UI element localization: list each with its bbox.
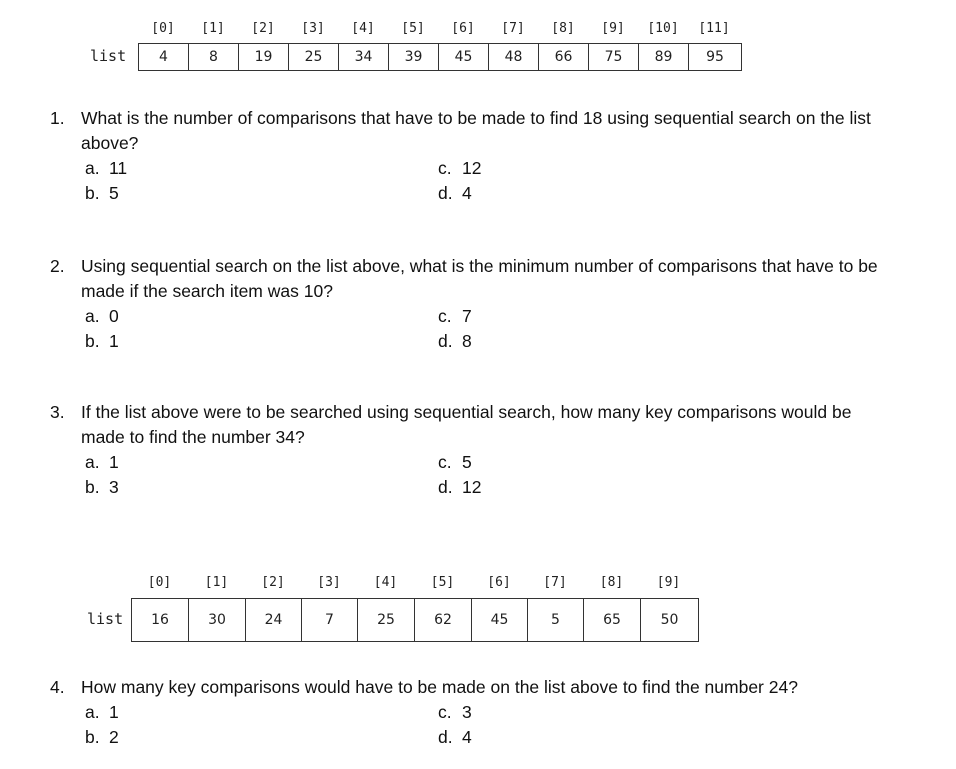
option-b[interactable] xyxy=(85,329,119,354)
array-index: [1] xyxy=(204,575,229,590)
option-letter: d. xyxy=(438,331,453,351)
option-value: 0 xyxy=(109,306,119,326)
array-cell: 66 xyxy=(539,44,589,70)
option-d[interactable] xyxy=(438,329,472,354)
option-letter: a. xyxy=(85,702,100,722)
array-index: [6] xyxy=(487,575,511,590)
array-index: [3] xyxy=(301,21,325,36)
array-cell: 75 xyxy=(589,44,639,70)
array-index: [9] xyxy=(601,21,625,36)
option-value: 4 xyxy=(462,183,472,203)
array-index: [3] xyxy=(317,575,341,590)
array-index: [0] xyxy=(151,21,175,36)
option-letter: c. xyxy=(438,452,452,472)
option-letter: b. xyxy=(85,331,100,351)
option-value: 12 xyxy=(462,477,482,497)
array-index: [4] xyxy=(351,21,375,36)
array-index: [8] xyxy=(599,575,624,590)
option-value: 11 xyxy=(109,158,128,178)
option-letter: c. xyxy=(438,306,452,326)
array-index: [8] xyxy=(551,21,575,36)
question-text: What is the number of comparisons that have to be made to find 18 using sequential search on the list above? xyxy=(81,108,871,153)
array-cell: 95 xyxy=(706,49,724,65)
option-letter: d. xyxy=(438,477,453,497)
array-index: [9] xyxy=(656,575,681,590)
option-value: 3 xyxy=(462,702,472,722)
array-cell: 39 xyxy=(389,44,439,70)
option-c[interactable] xyxy=(438,304,472,329)
option-value: 7 xyxy=(462,306,472,326)
option-a[interactable] xyxy=(85,304,119,329)
option-value: 5 xyxy=(462,452,472,472)
question-number: 2. xyxy=(50,256,65,276)
answer-options xyxy=(85,156,880,206)
option-letter: d. xyxy=(438,727,453,747)
question-2 xyxy=(50,254,880,354)
option-b[interactable] xyxy=(85,181,119,206)
answer-options xyxy=(85,304,880,354)
array-cell: 16 xyxy=(132,599,189,641)
option-d[interactable] xyxy=(438,475,481,500)
option-value: 1 xyxy=(109,452,119,472)
array-cell: 8 xyxy=(189,44,239,70)
option-value: 1 xyxy=(109,702,119,722)
option-letter: a. xyxy=(85,306,100,326)
array-cell: 65 xyxy=(584,599,641,641)
option-a[interactable] xyxy=(85,156,127,181)
option-b[interactable] xyxy=(85,725,119,750)
option-c[interactable] xyxy=(438,700,472,725)
option-c[interactable] xyxy=(438,450,472,475)
question-text: How many key comparisons would have to be made on the list above to find the number 24? xyxy=(81,677,798,697)
array-cells xyxy=(131,598,699,642)
array-cell: 62 xyxy=(415,599,472,641)
array-cell: 30 xyxy=(189,599,246,641)
array-index: [7] xyxy=(501,21,525,36)
question-3 xyxy=(50,400,880,500)
array-cell: 48 xyxy=(489,44,539,70)
option-letter: c. xyxy=(438,702,452,722)
array-index: [2] xyxy=(251,21,275,36)
option-letter: c. xyxy=(438,158,452,178)
array-index: [5] xyxy=(430,575,455,590)
question-number: 3. xyxy=(50,402,65,422)
answer-options xyxy=(85,450,880,500)
array-cell: 7 xyxy=(302,599,358,641)
answer-options xyxy=(85,700,880,750)
array-cell: 45 xyxy=(439,44,489,70)
array-cell: 19 xyxy=(239,44,289,70)
option-a[interactable] xyxy=(85,700,119,725)
question-number: 1. xyxy=(50,108,65,128)
question-4 xyxy=(50,675,880,750)
question-text: Using sequential search on the list above, what is the minimum number of comparisons that have to be made if the search item was 10? xyxy=(81,256,878,301)
option-value: 4 xyxy=(462,727,472,747)
array-cell: 4 xyxy=(139,44,189,70)
option-value: 12 xyxy=(462,158,482,178)
array-cell: 25 xyxy=(358,599,415,641)
array-index: [1] xyxy=(201,21,225,36)
option-c[interactable] xyxy=(438,156,481,181)
array-index: [10] xyxy=(647,21,679,36)
array-index: [0] xyxy=(147,575,172,590)
option-value: 8 xyxy=(462,331,472,351)
option-a[interactable] xyxy=(85,450,119,475)
option-b[interactable] xyxy=(85,475,119,500)
array-cell: 34 xyxy=(339,44,389,70)
array-index: [4] xyxy=(373,575,398,590)
array-cell: 89 xyxy=(639,44,689,70)
array-cell: 5 xyxy=(528,599,584,641)
array-index: [11] xyxy=(698,21,730,36)
array-cell: 24 xyxy=(246,599,302,641)
array-index: [6] xyxy=(451,21,475,36)
option-letter: b. xyxy=(85,477,100,497)
option-d[interactable] xyxy=(438,725,472,750)
option-letter: b. xyxy=(85,727,100,747)
array-label: list xyxy=(87,610,124,628)
question-1 xyxy=(50,106,880,206)
array-index: [2] xyxy=(261,575,285,590)
array-cell: 50 xyxy=(660,612,679,628)
question-number: 4. xyxy=(50,677,65,697)
array-cell: 45 xyxy=(472,599,528,641)
option-letter: a. xyxy=(85,452,100,472)
option-value: 3 xyxy=(109,477,119,497)
array-cell: 25 xyxy=(289,44,339,70)
option-d[interactable] xyxy=(438,181,472,206)
option-value: 5 xyxy=(109,183,119,203)
option-value: 1 xyxy=(109,331,119,351)
question-text: If the list above were to be searched using sequential search, how many key comparisons would be made to find the number 34? xyxy=(81,402,852,447)
option-value: 2 xyxy=(109,727,119,747)
option-letter: b. xyxy=(85,183,100,203)
option-letter: d. xyxy=(438,183,453,203)
array-index: [5] xyxy=(401,21,425,36)
array-index: [7] xyxy=(543,575,567,590)
option-letter: a. xyxy=(85,158,100,178)
array-label: list xyxy=(90,47,127,65)
array-cells xyxy=(138,43,742,71)
